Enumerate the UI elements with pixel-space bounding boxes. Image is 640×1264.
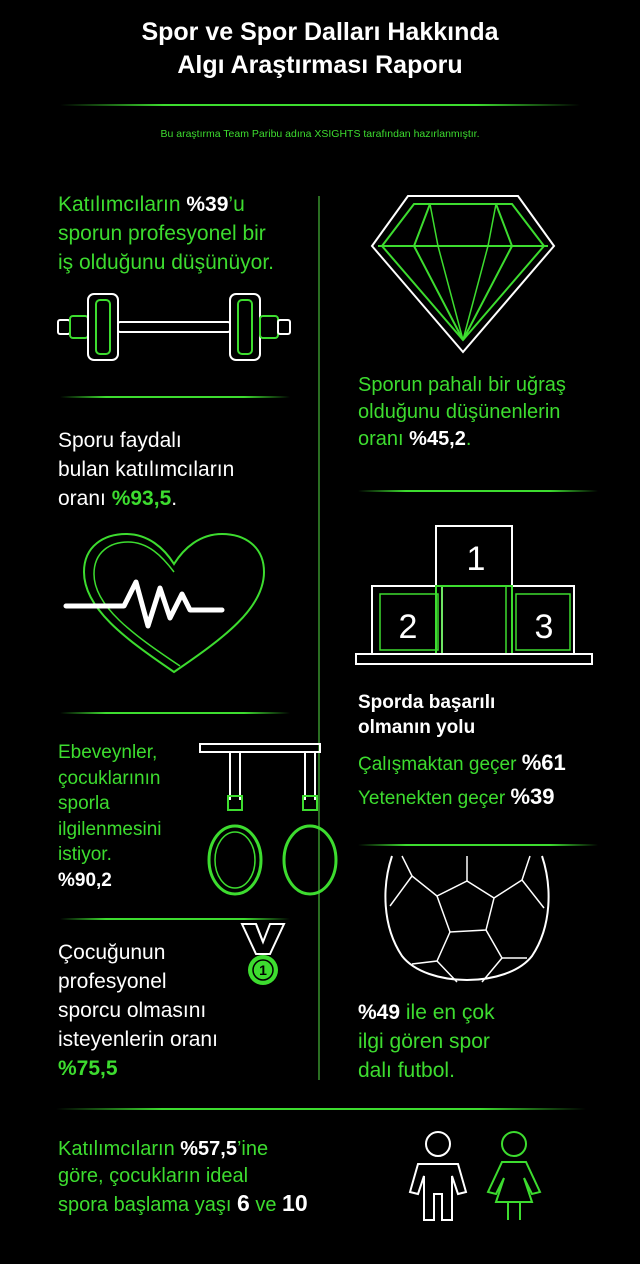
stat-football: %49 ile en çok ilgi gören spor dalı futbol. bbox=[358, 1001, 495, 1082]
children-icon bbox=[404, 1128, 550, 1224]
stat-parents: Ebeveynler, çocuklarının sporla ilgilenmesini istiyor. %90,2 bbox=[58, 742, 162, 891]
podium-third: 3 bbox=[534, 608, 554, 646]
divider-bottom bbox=[56, 1108, 586, 1110]
podium-second: 2 bbox=[398, 608, 418, 646]
stat-age: Katılımcıların %57,5’ine göre, çocukların ideal spora başlama yaşı 6 ve 10 bbox=[58, 1138, 308, 1216]
medal-number: 1 bbox=[259, 962, 267, 978]
stat-beneficial: Sporu faydalı bulan katılımcıların oranı %93,5. bbox=[58, 429, 235, 510]
subtitle: Bu araştırma Team Paribu adına XSIGHTS tarafından hazırlanmıştır. bbox=[160, 128, 480, 140]
diamond-icon bbox=[368, 190, 558, 356]
divider-left-2 bbox=[60, 712, 290, 714]
stat-success: Sporda başarılı olmanın yolu Çalışmaktan geçer %61 Yetenekten geçer %39 bbox=[358, 692, 566, 809]
stat-professional: Katılımcıların %39’u sporun profesyonel bir iş olduğunu düşünüyor. bbox=[58, 193, 274, 274]
header-divider bbox=[60, 104, 580, 106]
gym-rings-icon bbox=[200, 740, 320, 900]
divider-right-1 bbox=[358, 490, 598, 492]
football-icon bbox=[382, 846, 552, 986]
barbell-icon bbox=[54, 290, 294, 365]
page-title: Spor ve Spor Dalları Hakkında Algı Araştırması Raporu bbox=[141, 18, 499, 79]
stat-pro-child: Çocuğunun profesyonel sporcu olmasını isteyenlerin oranı %75,5 bbox=[58, 941, 218, 1080]
heartbeat-icon bbox=[64, 528, 284, 678]
divider-left-1 bbox=[60, 396, 290, 398]
stat-expensive: Sporun pahalı bir uğraş olduğunu düşünenlerin oranı %45,2. bbox=[358, 374, 566, 450]
podium-first: 1 bbox=[466, 540, 486, 578]
